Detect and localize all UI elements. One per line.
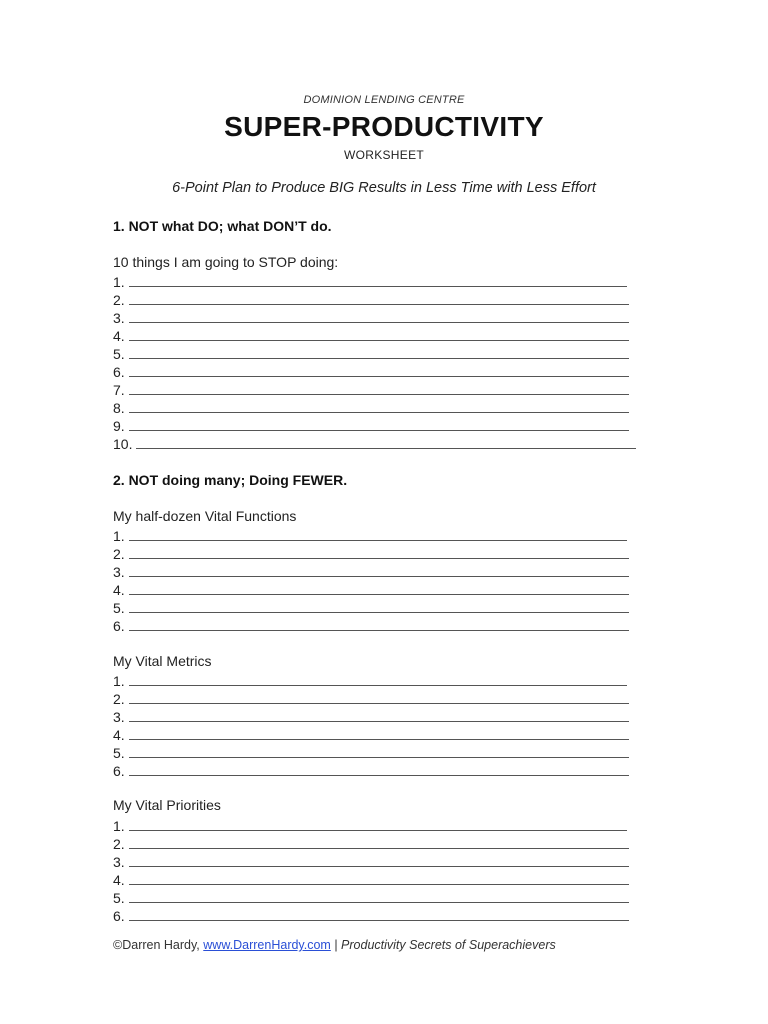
item-number: 9. [113,418,125,434]
item-number: 2. [113,836,125,852]
list-item[interactable] [113,362,653,380]
list-item[interactable] [113,380,653,398]
write-in-line[interactable] [129,286,627,287]
write-in-line[interactable] [129,322,629,323]
list-item[interactable] [113,416,653,434]
write-in-line[interactable] [129,358,629,359]
list-item[interactable] [113,580,653,598]
write-in-line[interactable] [129,848,629,849]
item-number: 4. [113,582,125,598]
list-item[interactable] [113,526,653,544]
item-number: 6. [113,364,125,380]
write-in-line[interactable] [129,884,629,885]
write-in-line[interactable] [129,757,629,758]
list-item[interactable] [113,308,653,326]
footer-copyright: ©Darren Hardy, [113,938,204,952]
vital-priorities-list-title: My Vital Priorities [113,797,221,813]
item-number: 5. [113,890,125,906]
list-item[interactable] [113,544,653,562]
list-item[interactable] [113,743,653,761]
item-number: 2. [113,691,125,707]
footer-separator: | [330,938,342,952]
list-item[interactable] [113,707,653,725]
write-in-line[interactable] [129,685,627,686]
item-number: 2. [113,546,125,562]
item-number: 4. [113,727,125,743]
write-in-line[interactable] [129,304,629,305]
write-in-line[interactable] [129,558,629,559]
item-number: 10. [113,436,133,452]
write-in-line[interactable] [129,376,629,377]
write-in-line[interactable] [129,430,629,431]
section-2-heading: 2. NOT doing many; Doing FEWER. [113,472,348,488]
page-footer [113,938,556,952]
list-item[interactable] [113,398,653,416]
vital-metrics-list-title: My Vital Metrics [113,653,212,669]
organization-name: DOMINION LENDING CENTRE [303,94,465,106]
item-number: 6. [113,908,125,924]
list-item[interactable] [113,290,653,308]
write-in-line[interactable] [129,394,629,395]
list-item[interactable] [113,326,653,344]
list-item[interactable] [113,888,653,906]
list-item[interactable] [113,852,653,870]
write-in-line[interactable] [129,721,629,722]
write-in-line[interactable] [136,448,636,449]
write-in-line[interactable] [129,630,629,631]
vital-metrics-list [113,671,653,779]
item-number: 3. [113,709,125,725]
write-in-line[interactable] [129,612,629,613]
tagline: 6-Point Plan to Produce BIG Results in Less Time with Less Effort [172,180,596,196]
item-number: 5. [113,346,125,362]
section-1-heading: 1. NOT what DO; what DON’T do. [113,218,332,234]
stop-doing-list-title: 10 things I am going to STOP doing: [113,254,339,270]
write-in-line[interactable] [129,902,629,903]
list-item[interactable] [113,671,653,689]
item-number: 4. [113,328,125,344]
item-number: 7. [113,382,125,398]
write-in-line[interactable] [129,775,629,776]
write-in-line[interactable] [129,830,627,831]
list-item[interactable] [113,870,653,888]
list-item[interactable] [113,906,653,924]
vital-functions-list-title: My half-dozen Vital Functions [113,508,297,524]
write-in-line[interactable] [129,594,629,595]
item-number: 3. [113,564,125,580]
item-number: 2. [113,292,125,308]
footer-book-title: Productivity Secrets of Superachievers [341,938,556,952]
item-number: 1. [113,274,125,290]
item-number: 8. [113,400,125,416]
list-item[interactable] [113,834,653,852]
page-title: SUPER-PRODUCTIVITY [224,111,544,142]
list-item[interactable] [113,434,653,452]
item-number: 4. [113,872,125,888]
list-item[interactable] [113,272,653,290]
page-subtitle: WORKSHEET [343,148,425,162]
list-item[interactable] [113,689,653,707]
item-number: 6. [113,763,125,779]
item-number: 3. [113,310,125,326]
item-number: 3. [113,854,125,870]
write-in-line[interactable] [129,576,629,577]
list-item[interactable] [113,761,653,779]
write-in-line[interactable] [129,340,629,341]
write-in-line[interactable] [129,412,629,413]
write-in-line[interactable] [129,739,629,740]
stop-doing-list [113,272,653,452]
list-item[interactable] [113,344,653,362]
item-number: 1. [113,528,125,544]
write-in-line[interactable] [129,920,629,921]
item-number: 5. [113,600,125,616]
list-item[interactable] [113,598,653,616]
vital-functions-list [113,526,653,634]
list-item[interactable] [113,616,653,634]
item-number: 1. [113,673,125,689]
write-in-line[interactable] [129,866,629,867]
write-in-line[interactable] [129,540,627,541]
item-number: 5. [113,745,125,761]
item-number: 1. [113,818,125,834]
list-item[interactable] [113,562,653,580]
vital-priorities-list [113,816,653,924]
list-item[interactable] [113,816,653,834]
item-number: 6. [113,618,125,634]
list-item[interactable] [113,725,653,743]
write-in-line[interactable] [129,703,629,704]
footer-website-link[interactable]: www.DarrenHardy.com [203,938,331,952]
